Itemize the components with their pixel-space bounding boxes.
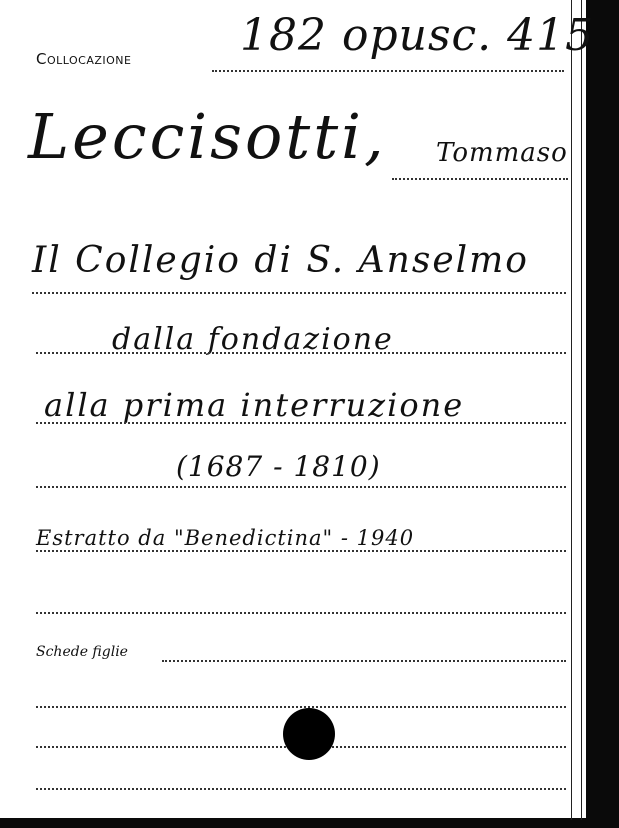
title-line-1: Il Collegio di S. Anselmo [32,240,529,281]
title-line-3: alla prima interruzione [44,386,465,424]
collocazione-label: Collocazione [36,50,132,68]
title-dotted-line-1 [32,292,566,294]
author-surname: Leccisotti, [28,100,387,173]
card-edge-rule [581,0,582,820]
title-dotted-line-4 [36,486,566,488]
note-dotted-line [36,550,566,552]
author-dotted-line [392,178,568,180]
scan-border-right [586,0,619,828]
scan-border-bottom [0,818,619,828]
title-dotted-line-2 [36,352,566,354]
schede-figlie-label: Schede figlie [36,644,128,660]
author-name: Tommaso [436,138,568,168]
collocazione-value: 182 opusc. 415 [240,10,595,61]
schede-dotted-line [162,660,566,662]
blank-dotted-line-1 [36,612,566,614]
title-line-4: (1687 - 1810) [176,450,381,483]
punch-hole [283,708,335,760]
blank-dotted-line-4 [36,788,566,790]
extract-note: Estratto da "Benedictina" - 1940 [36,526,415,550]
card-right-rule [571,0,572,820]
title-line-2: dalla fondazione [112,322,394,357]
title-dotted-line-3 [36,422,566,424]
collocazione-dotted-line [212,70,564,72]
blank-dotted-line-2 [36,706,566,708]
